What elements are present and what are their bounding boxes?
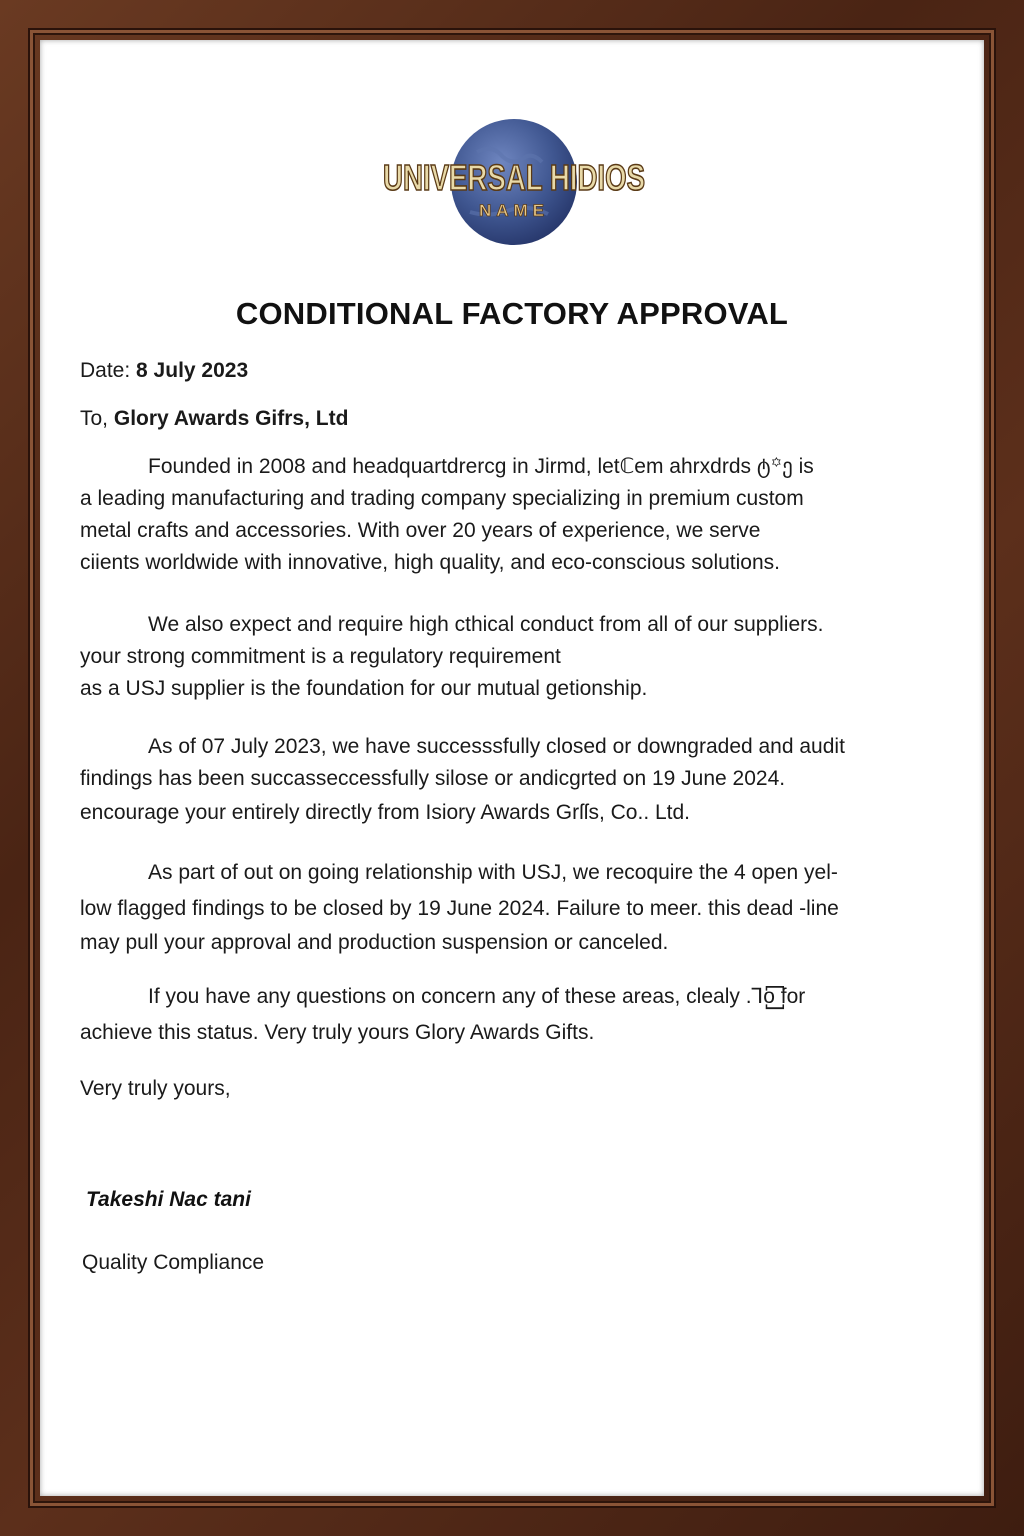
- paragraph-line: findings has been succasseccessfully silose or andicgrted on 19 June 2024.: [80, 767, 786, 790]
- recipient-label: To,: [80, 407, 109, 430]
- paragraph-line: We also expect and require high cthical conduct from all of our suppliers.: [148, 613, 824, 636]
- paragraph-line: As of 07 July 2023, we have successsfully closed or downgraded and audit: [148, 735, 845, 758]
- paragraph-line: achieve this status. Very truly yours Glory Awards Gifts.: [80, 1021, 595, 1044]
- letter-page: [40, 40, 984, 1496]
- paragraph-line: as a USJ supplier is the foundation for our mutual getionship.: [80, 677, 648, 700]
- paragraph-line: Founded in 2008 and headquartdrercg in Jirmd, letℂem ahrxdrds ტ꙳ე is: [148, 455, 814, 478]
- closing-line: Very truly yours,: [80, 1077, 231, 1100]
- paragraph-line: As part of out on going relationship with USJ, we recoquire the 4 open yel-: [148, 861, 838, 884]
- paragraph-line: your strong commitment is a regulatory requirement: [80, 645, 561, 668]
- recipient-line: [80, 406, 348, 432]
- signature-name: Takeshi Nac tani: [86, 1188, 251, 1211]
- recipient-suffix: , Ltd: [304, 407, 349, 430]
- svg-text:UNIVERSAL HIDIOS: UNIVERSAL HIDIOS: [383, 157, 645, 198]
- paragraph-line: a leading manufacturing and trading company specializing in premium custom: [80, 487, 804, 510]
- paragraph-line: low flagged findings to be closed by 19 June 2024. Failure to meer. this dead -line: [80, 897, 839, 920]
- date-label: Date:: [80, 359, 131, 382]
- date-value: 8 July 2023: [136, 359, 249, 382]
- globe-logo-icon: [382, 112, 652, 252]
- recipient-name: Glory Awards Gifrs: [113, 407, 305, 430]
- company-logo: [40, 40, 984, 280]
- paragraph-line: ciients worldwide with innovative, high quality, and eco-conscious solutions.: [80, 551, 780, 574]
- date-line: [80, 358, 248, 384]
- paragraph-line: may pull your approval and production suspension or canceled.: [80, 931, 669, 954]
- svg-text:NAME: NAME: [478, 201, 550, 220]
- paragraph-line: metal crafts and accessories. With over 20 years of experience, we serve: [80, 519, 761, 542]
- signer-title: Quality Compliance: [82, 1251, 265, 1274]
- paragraph-line: If you have any questions on concern any of these areas, clealy .Ꞁo꙱ for: [148, 985, 806, 1008]
- document-title: CONDITIONAL FACTORY APPROVAL: [235, 296, 789, 331]
- paragraph-line: encourage your entirely directly from Isiory Awards Grſſs, Co.. Ltd.: [80, 801, 691, 824]
